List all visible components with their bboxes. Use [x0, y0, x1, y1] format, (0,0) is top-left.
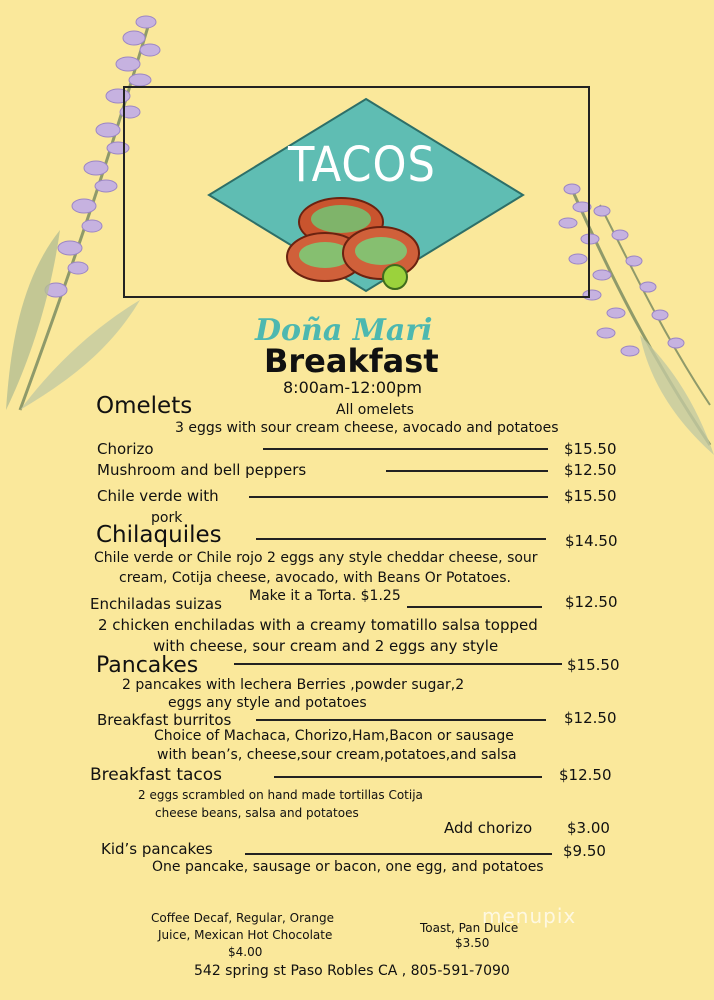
- leader-line: [256, 538, 546, 540]
- burritos-desc-2: with bean’s, cheese,sour cream,potatoes,and salsa: [157, 747, 517, 763]
- enchiladas-price: $12.50: [565, 593, 618, 611]
- leader-line: [274, 776, 542, 778]
- tacos-desc-1: 2 eggs scrambled on hand made tortillas Cotija: [138, 788, 423, 802]
- tacos-desc-2: cheese beans, salsa and potatoes: [155, 806, 359, 820]
- pancakes-heading: Pancakes: [96, 653, 199, 678]
- menu-item-price: $15.50: [564, 487, 617, 505]
- kids-price: $9.50: [563, 842, 606, 860]
- drinks-line-2: Juice, Mexican Hot Chocolate: [158, 928, 333, 942]
- leader-line: [245, 853, 552, 855]
- menu-item-name: Chile verde with: [97, 487, 219, 505]
- pancakes-desc-1: 2 pancakes with lechera Berries ,powder sugar,2: [122, 677, 465, 693]
- chilaquiles-heading: Chilaquiles: [96, 522, 222, 548]
- leader-line: [263, 448, 548, 450]
- pancakes-desc-2: eggs any style and potatoes: [168, 695, 367, 711]
- menu-title: Breakfast: [264, 342, 439, 380]
- menu-item-price: $12.50: [564, 461, 617, 479]
- menu-item-name: Mushroom and bell peppers: [97, 461, 307, 479]
- toast-line: Toast, Pan Dulce: [420, 921, 519, 935]
- leader-line: [386, 470, 548, 472]
- chilaquiles-desc-2: cream, Cotija cheese, avocado, with Beans Or Potatoes.: [119, 570, 511, 586]
- enchiladas-heading: Enchiladas suizas: [90, 595, 222, 613]
- menu-item-price: $15.50: [564, 440, 617, 458]
- leader-line: [256, 719, 546, 721]
- menu-item-name-cont: pork: [151, 510, 183, 526]
- drinks-price: $4.00: [228, 945, 263, 959]
- tacos-heading: Breakfast tacos: [90, 765, 223, 785]
- hours: 8:00am-12:00pm: [283, 378, 422, 397]
- leader-line: [234, 663, 562, 665]
- enchiladas-desc-2: with cheese, sour cream and 2 eggs any style: [153, 637, 499, 655]
- logo-title: TACOS: [288, 137, 436, 193]
- leader-line: [249, 496, 548, 498]
- pancakes-price: $15.50: [567, 656, 620, 674]
- toast-price: $3.50: [455, 936, 490, 950]
- chilaquiles-price: $14.50: [565, 532, 618, 550]
- menu-item-name: Chorizo: [97, 440, 154, 458]
- omelets-note-2: 3 eggs with sour cream cheese, avocado and potatoes: [175, 420, 559, 436]
- tacos-logo-diamond: [207, 97, 525, 293]
- omelets-note-1: All omelets: [336, 402, 414, 418]
- burritos-price: $12.50: [564, 709, 617, 727]
- addon-name: Add chorizo: [444, 819, 533, 837]
- burritos-heading: Breakfast burritos: [97, 711, 232, 729]
- kids-desc: One pancake, sausage or bacon, one egg, and potatoes: [152, 859, 544, 875]
- brand-name: Doña Mari: [255, 313, 433, 348]
- drinks-line-1: Coffee Decaf, Regular, Orange: [151, 911, 334, 925]
- kids-heading: Kid’s pancakes: [101, 840, 213, 858]
- torta-note: Make it a Torta. $1.25: [249, 588, 401, 604]
- addon-price: $3.00: [567, 819, 610, 837]
- burritos-desc-1: Choice of Machaca, Chorizo,Ham,Bacon or sausage: [154, 728, 514, 744]
- footer-address: 542 spring st Paso Robles CA , 805-591-7090: [194, 963, 510, 979]
- omelets-heading: Omelets: [96, 393, 193, 419]
- chilaquiles-desc-1: Chile verde or Chile rojo 2 eggs any style cheddar cheese, sour: [94, 550, 538, 566]
- tacos-price: $12.50: [559, 766, 612, 784]
- leader-line: [407, 606, 542, 608]
- enchiladas-desc-1: 2 chicken enchiladas with a creamy tomatillo salsa topped: [98, 616, 538, 634]
- watermark: menupix: [482, 904, 577, 928]
